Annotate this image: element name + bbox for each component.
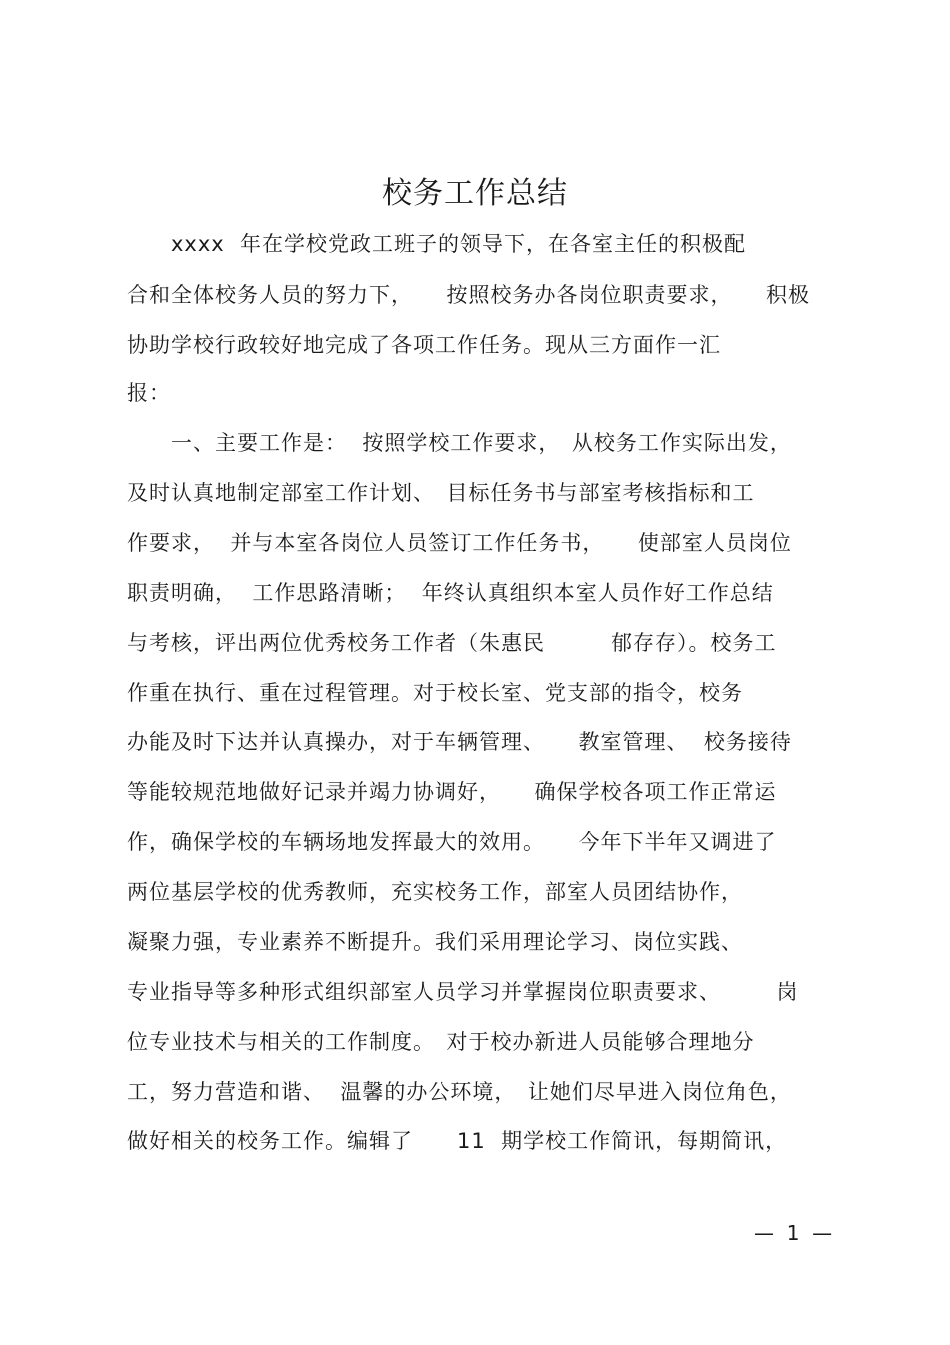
page-title: 校务工作总结 bbox=[382, 176, 568, 211]
body-line-15: 凝聚力强，专业素养不断提升。我们采用理论学习、岗位实践、 bbox=[127, 930, 743, 954]
page-number: — 1 — bbox=[754, 1221, 833, 1245]
body-line-6: 及时认真地制定部室工作计划、 目标任务书与部室考核指标和工 bbox=[127, 481, 755, 505]
body-line-11: 办能及时下达并认真操办，对于车辆管理、 教室管理、 校务接待 bbox=[127, 730, 792, 754]
body-line-3: 协助学校行政较好地完成了各项工作任务。现从三方面作一汇 bbox=[127, 333, 721, 357]
body-line-2: 合和全体校务人员的努力下， 按照校务办各岗位职责要求， 积极 bbox=[127, 283, 810, 307]
body-line-9: 与考核，评出两位优秀校务工作者（朱惠民 郁存存）。校务工 bbox=[127, 631, 777, 655]
body-line-10: 作重在执行、重在过程管理。对于校长室、党支部的指令，校务 bbox=[127, 681, 743, 705]
body-line-19: 做好相关的校务工作。编辑了 11 期学校工作简讯，每期简讯， bbox=[127, 1129, 788, 1153]
body-line-18: 工，努力营造和谐、 温馨的办公环境， 让她们尽早进入岗位角色， bbox=[127, 1080, 792, 1104]
body-line-4: 报： bbox=[127, 381, 171, 405]
body-line-1: xxxx 年在学校党政工班子的领导下，在各室主任的积极配 bbox=[127, 232, 747, 256]
body-line-14: 两位基层学校的优秀教师，充实校务工作，部室人员团结协作， bbox=[127, 880, 743, 904]
body-line-5: 一、主要工作是： 按照学校工作要求， 从校务工作实际出发， bbox=[127, 431, 792, 455]
body-line-16: 专业指导等多种形式组织部室人员学习并掌握岗位职责要求、 岗 bbox=[127, 980, 799, 1004]
body-line-12: 等能较规范地做好记录并竭力协调好， 确保学校各项工作正常运 bbox=[127, 780, 777, 804]
body-line-17: 位专业技术与相关的工作制度。 对于校办新进人员能够合理地分 bbox=[127, 1030, 755, 1054]
body-line-7: 作要求， 并与本室各岗位人员签订工作任务书， 使部室人员岗位 bbox=[127, 531, 792, 555]
body-line-8: 职责明确， 工作思路清晰； 年终认真组织本室人员作好工作总结 bbox=[127, 581, 774, 605]
body-line-13: 作，确保学校的车辆场地发挥最大的效用。 今年下半年又调进了 bbox=[127, 830, 777, 854]
